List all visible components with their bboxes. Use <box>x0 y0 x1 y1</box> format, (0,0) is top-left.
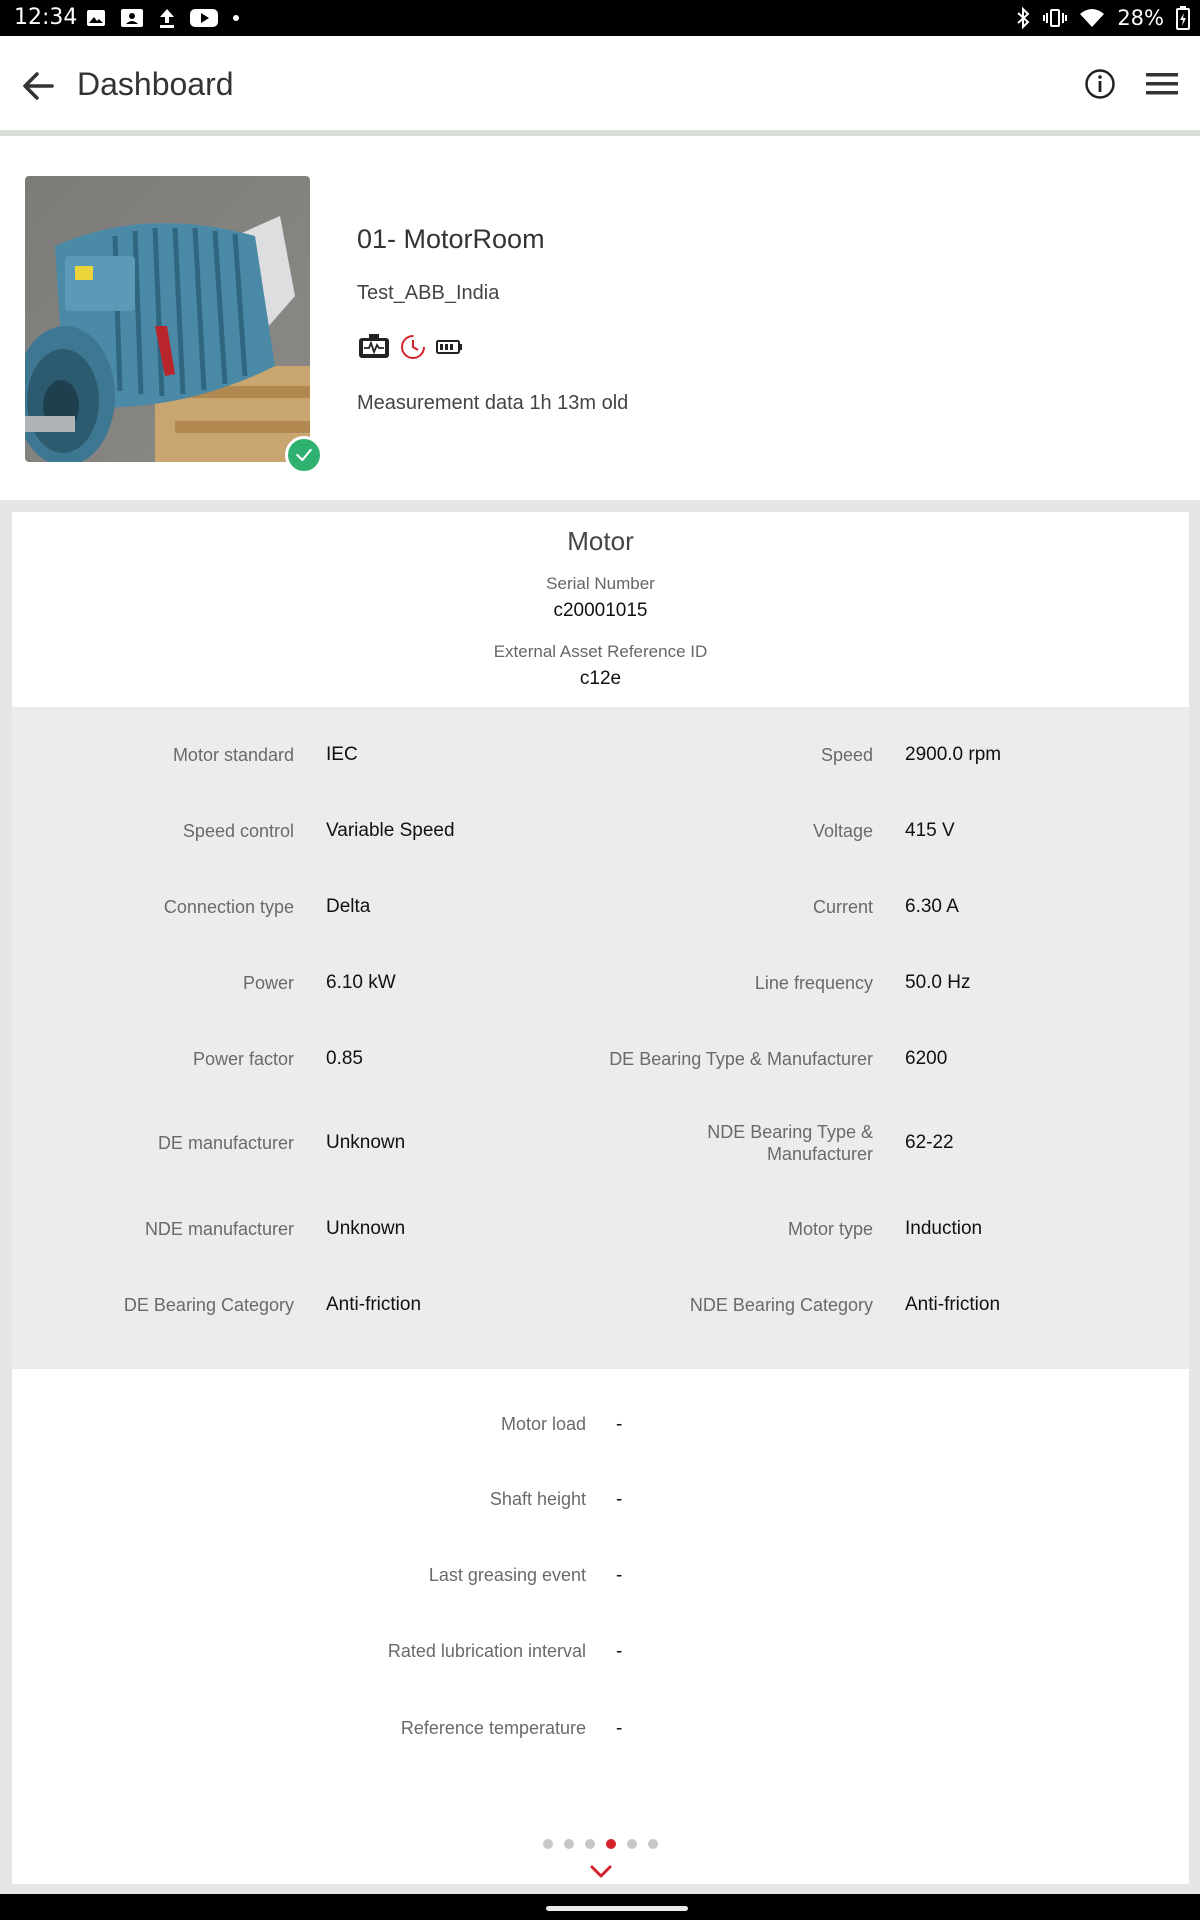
property-label: Motor load <box>500 1414 586 1434</box>
page-dot[interactable] <box>606 1839 616 1849</box>
property-label: DE Bearing Type & Manufacturer <box>609 1049 873 1069</box>
page-dot[interactable] <box>564 1839 574 1849</box>
app-bar <box>0 36 1200 132</box>
battery-percent: 28% <box>1117 6 1164 30</box>
property-row <box>12 1294 1189 1354</box>
back-arrow-icon[interactable] <box>18 66 58 106</box>
external-ref-value: c12e <box>579 668 622 689</box>
property-label: Speed <box>820 745 873 765</box>
property-value: 6200 <box>905 1048 948 1069</box>
property-value: 6.10 kW <box>326 972 396 993</box>
check-icon <box>285 436 323 474</box>
property-value: Variable Speed <box>326 820 455 841</box>
property-label: Power <box>242 973 294 993</box>
bluetooth-icon <box>1015 7 1031 29</box>
external-ref-label: External Asset Reference ID <box>493 642 708 661</box>
property-row <box>12 1218 1189 1278</box>
asset-name: 01- MotorRoom <box>357 224 545 254</box>
property-value: - <box>616 1718 623 1739</box>
property-value: - <box>616 1414 623 1435</box>
property-value: Unknown <box>326 1218 406 1239</box>
property-value: Unknown <box>326 1132 406 1153</box>
page-dot[interactable] <box>585 1839 595 1849</box>
info-icon[interactable] <box>1084 68 1116 100</box>
property-row <box>12 744 1189 804</box>
vibrate-icon <box>1043 8 1067 28</box>
extra-property-row <box>12 1641 1189 1681</box>
property-value: - <box>616 1641 623 1662</box>
property-value: Anti-friction <box>326 1294 422 1315</box>
battery-icon <box>1176 6 1190 30</box>
property-label: Power factor <box>192 1049 294 1069</box>
gallery-icon <box>86 8 106 28</box>
status-time: 12:34 <box>14 5 78 30</box>
condition-monitor-icon <box>357 332 391 362</box>
property-label: NDE Bearing Category <box>689 1295 873 1315</box>
property-label: Speed control <box>182 821 294 841</box>
property-row <box>12 896 1189 956</box>
extra-property-row <box>12 1414 1189 1454</box>
property-value: Anti-friction <box>905 1294 1001 1315</box>
property-value: 6.30 A <box>905 896 959 917</box>
property-label: NDE Bearing Type & Manufacturer <box>707 1122 873 1164</box>
wifi-icon <box>1079 8 1105 28</box>
extra-property-row <box>12 1718 1189 1758</box>
property-row <box>12 972 1189 1032</box>
motor-properties-grid <box>12 707 1189 1369</box>
asset-header <box>0 136 1200 500</box>
page-title: Dashboard <box>77 66 234 102</box>
property-label: DE Bearing Category <box>123 1295 294 1315</box>
dot-icon <box>232 14 240 22</box>
property-label: Shaft height <box>489 1489 586 1509</box>
page-indicator <box>12 1839 1189 1849</box>
property-label: Motor standard <box>172 745 294 765</box>
chevron-down-icon[interactable] <box>589 1864 613 1880</box>
youtube-icon <box>190 8 218 28</box>
card-title: Motor <box>567 526 634 556</box>
motor-card <box>12 512 1189 1884</box>
property-value: 50.0 Hz <box>905 972 971 993</box>
serial-number-value: c20001015 <box>553 600 648 621</box>
status-bar <box>0 0 1200 36</box>
property-value: - <box>616 1565 623 1586</box>
property-value: 0.85 <box>326 1048 363 1069</box>
asset-status-icons <box>357 332 463 362</box>
property-value: 62-22 <box>905 1132 954 1153</box>
property-value: 415 V <box>905 820 955 841</box>
page-dot[interactable] <box>627 1839 637 1849</box>
property-value: - <box>616 1489 623 1510</box>
extra-property-row <box>12 1565 1189 1605</box>
property-row <box>12 1122 1189 1192</box>
property-label: Connection type <box>163 897 294 917</box>
property-label: Line frequency <box>754 973 873 993</box>
extra-property-row <box>12 1489 1189 1529</box>
property-label: Voltage <box>812 821 873 841</box>
property-value: Induction <box>905 1218 983 1239</box>
serial-number-label: Serial Number <box>546 574 655 593</box>
property-label: Last greasing event <box>428 1565 586 1585</box>
property-label: Rated lubrication interval <box>387 1641 586 1661</box>
upload-icon <box>158 7 176 29</box>
contacts-icon <box>120 7 144 29</box>
property-label: Current <box>812 897 873 917</box>
hamburger-menu-icon[interactable] <box>1144 69 1180 99</box>
property-row <box>12 820 1189 880</box>
clock-warning-icon <box>399 333 427 361</box>
property-row <box>12 1048 1189 1108</box>
navigation-bar <box>0 1894 1200 1920</box>
property-label: Motor type <box>787 1219 873 1239</box>
property-value: IEC <box>326 744 358 765</box>
property-label: Reference temperature <box>400 1718 586 1738</box>
property-label: DE manufacturer <box>157 1133 294 1153</box>
page-dot[interactable] <box>648 1839 658 1849</box>
property-value: 2900.0 rpm <box>905 744 1002 765</box>
asset-site: Test_ABB_India <box>357 282 500 304</box>
property-value: Delta <box>326 896 371 917</box>
page-dot[interactable] <box>543 1839 553 1849</box>
home-gesture-handle[interactable] <box>546 1906 688 1911</box>
motor-photo[interactable] <box>25 176 310 462</box>
measurement-age: Measurement data 1h 13m old <box>357 392 629 414</box>
property-label: NDE manufacturer <box>144 1219 294 1239</box>
battery-icon <box>435 337 463 357</box>
